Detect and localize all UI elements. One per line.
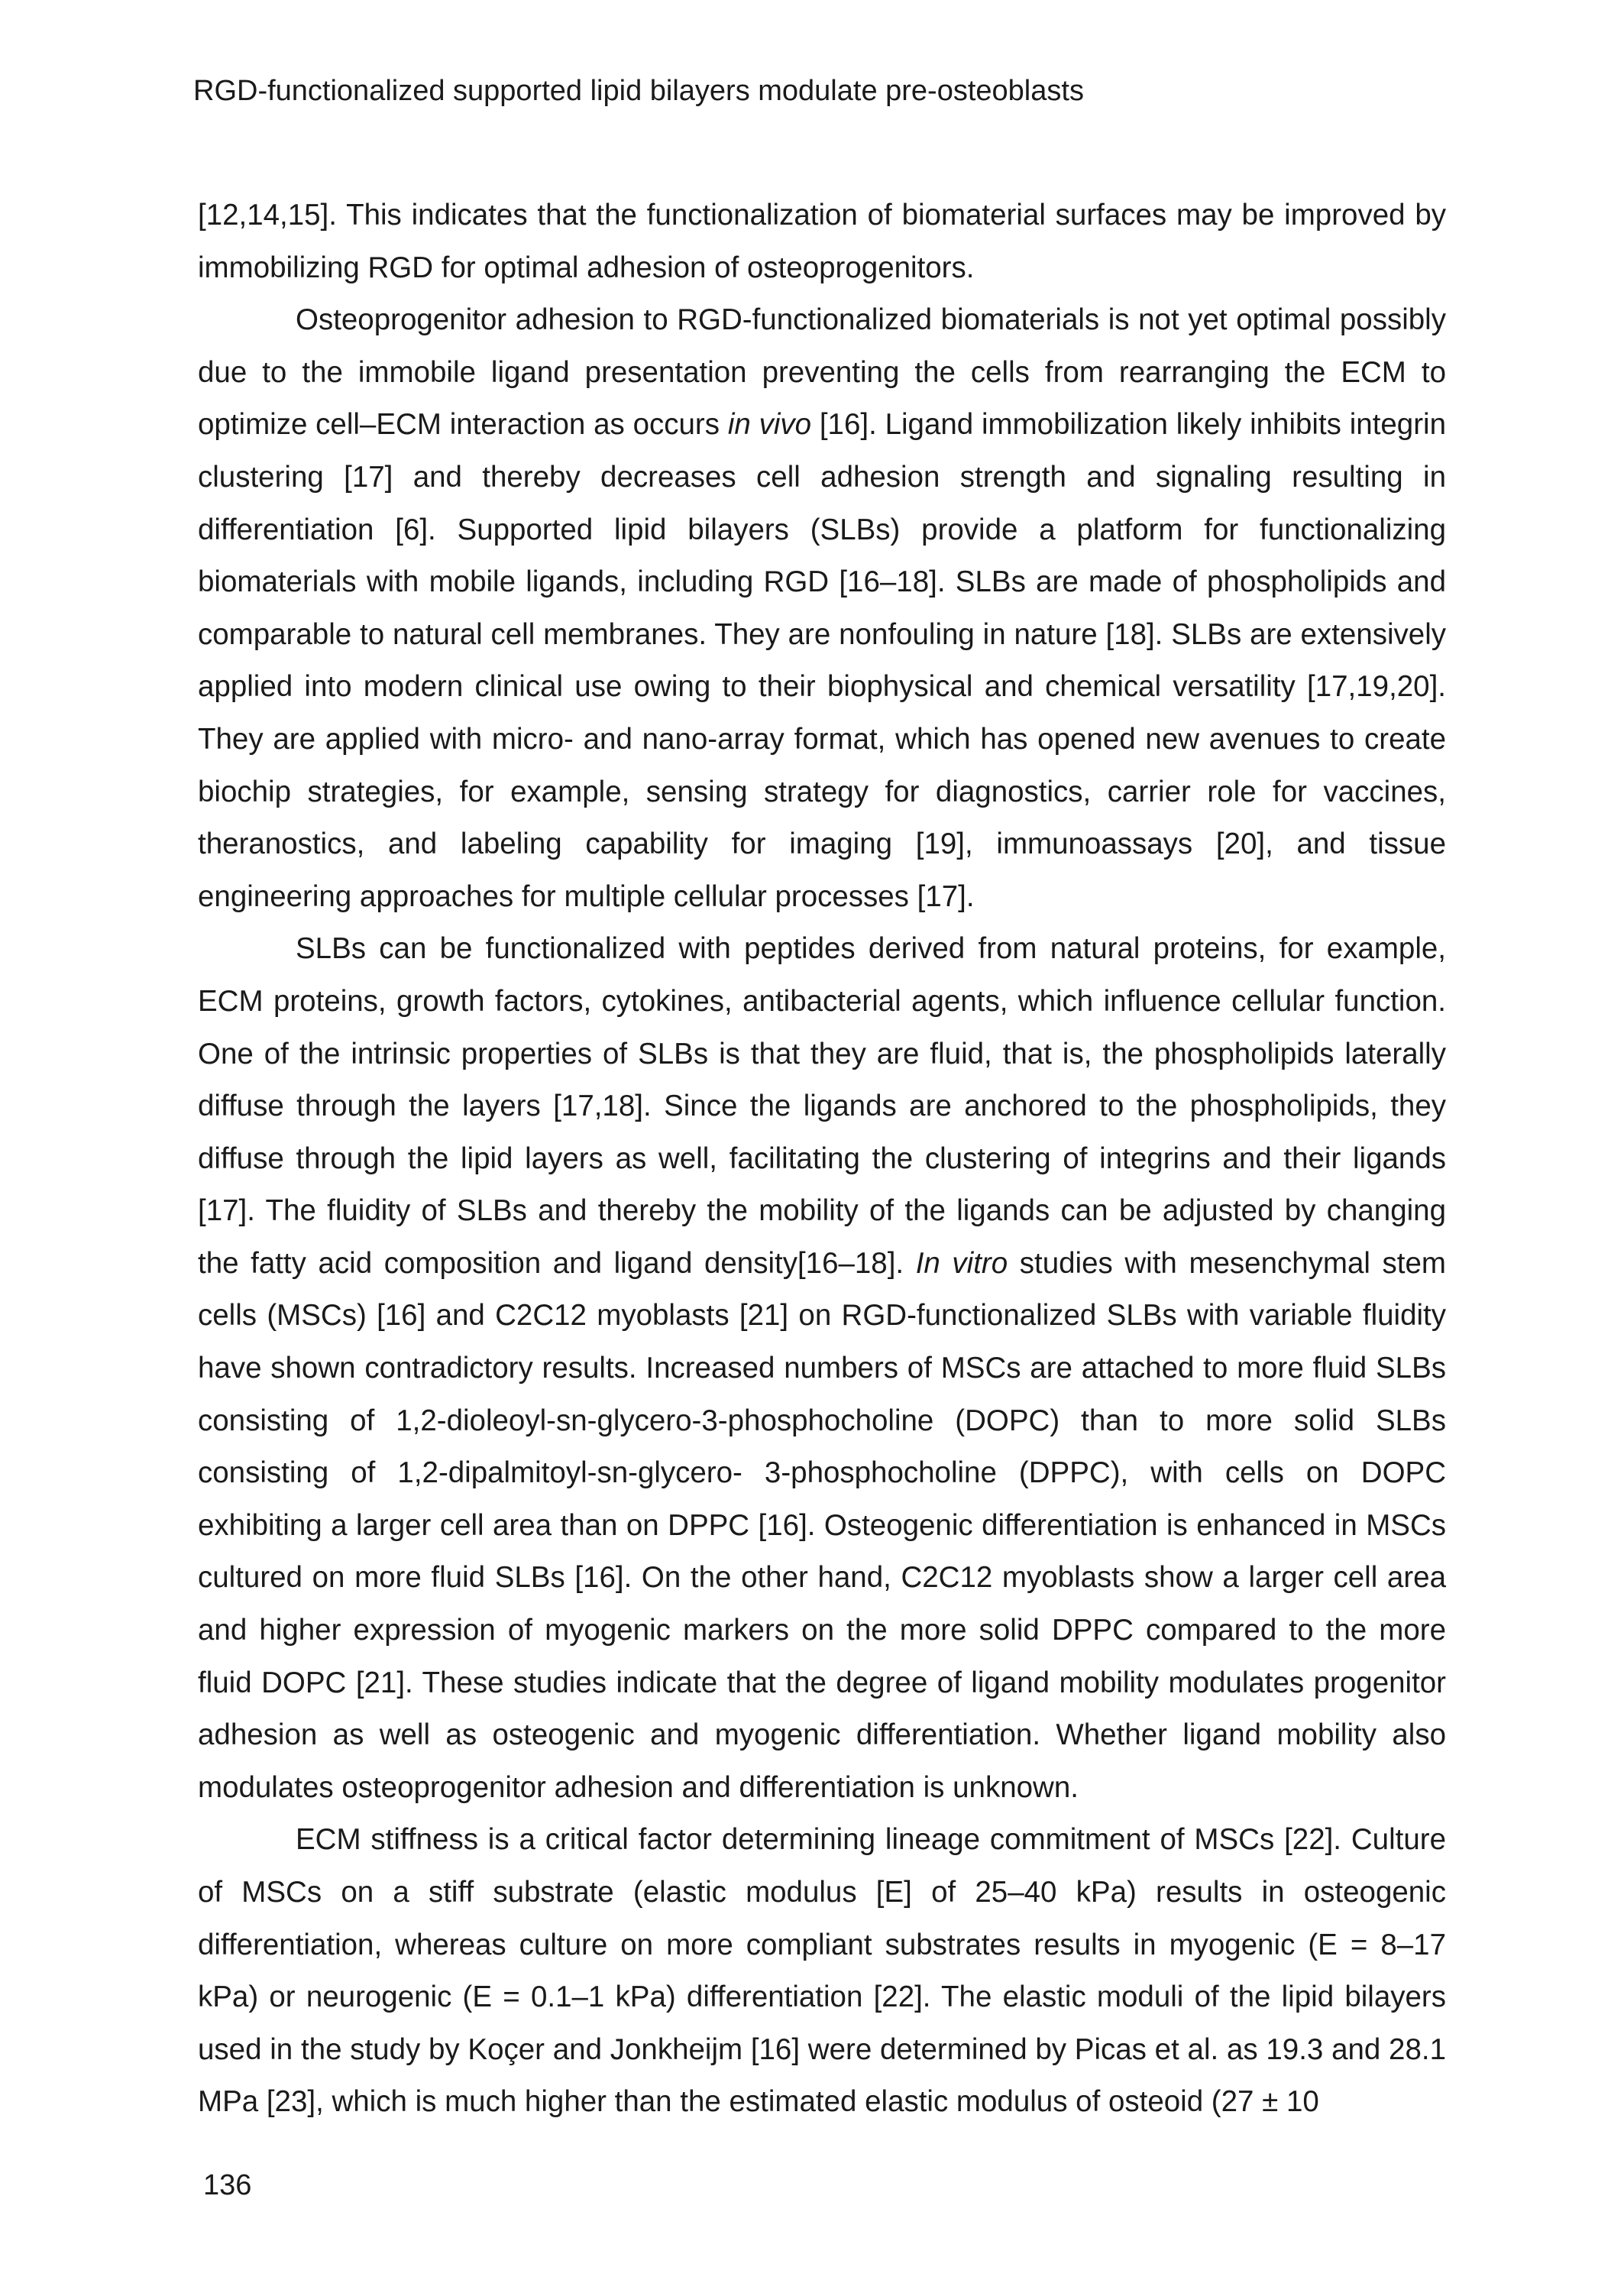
paragraph-3-italic-term: In vitro — [915, 1246, 1008, 1280]
paragraph-2-text-a: Osteoprogenitor adhesion to RGD-functionalized biomaterials is not yet optimal possibly due to the immobile ligand presentation preventing the cells from rearranging the ECM to optimize cell–ECM interaction as occurs — [198, 303, 1446, 442]
paragraph-1 — [198, 189, 1446, 294]
paragraph-3-text-a: SLBs can be functionalized with peptides derived from natural proteins, for example, ECM proteins, growth factors, cytokines, antibacterial agents, which influence cellular function. One of the intrinsic properties of SLBs is that they are fluid, that is, the phospholipids laterally diffuse through the layers [17,18]. Since the ligands are anchored to the phospholipids, they diffuse through the lipid layers as well, facilitating the clustering of integrins and their ligands [17]. The fluidity of SLBs and thereby the mobility of the ligands can be adjusted by changing the fatty acid composition and ligand density[16–18]. — [198, 932, 1446, 1280]
paragraph-4 — [198, 1814, 1446, 2129]
page-number: 136 — [203, 2169, 252, 2201]
paragraph-2 — [198, 294, 1446, 923]
paragraph-4-text: ECM stiffness is a critical factor determining lineage commitment of MSCs [22]. Culture of MSCs on a stiff substrate (elastic modulus [E] of 25–40 kPa) results in osteogenic differentiation, whereas culture on more compliant substrates results in myogenic (E = 8–17 kPa) or neurogenic (E = 0.1–1 kPa) differentiation [22]. The elastic moduli of the lipid bilayers used in the study by Koçer and Jonkheijm [16] were determined by Picas et al. as 19.3 and 28.1 MPa [23], which is much higher than the estimated elastic modulus of osteoid (27 ± 10 — [198, 1823, 1446, 2119]
paragraph-2-text-b: [16]. Ligand immobilization likely inhibits integrin clustering [17] and thereby decreases cell adhesion strength and signaling resulting in differentiation [6]. Supported lipid bilayers (SLBs) provide a platform for functionalizing biomaterials with mobile ligands, including RGD [16–18]. SLBs are made of phospholipids and comparable to natural cell membranes. They are nonfouling in nature [18]. SLBs are extensively applied into modern clinical use owing to their biophysical and chemical versatility [17,19,20]. They are applied with micro- and nano-array format, which has opened new avenues to create biochip strategies, for example, sensing strategy for diagnostics, carrier role for vaccines, theranostics, and labeling capability for imaging [19], immunoassays [20], and tissue engineering approaches for multiple cellular processes [17]. — [198, 408, 1446, 913]
paragraph-2-italic-term: in vivo — [727, 408, 812, 442]
paragraph-1-text: [12,14,15]. This indicates that the functionalization of biomaterial surfaces may be improved by immobilizing RGD for optimal adhesion of osteoprogenitors. — [198, 199, 1446, 284]
paragraph-3 — [198, 923, 1446, 1814]
running-header: RGD-functionalized supported lipid bilayers modulate pre-osteoblasts — [193, 75, 1084, 107]
paragraph-3-text-b: studies with mesenchymal stem cells (MSCs) [16] and C2C12 myoblasts [21] on RGD-functionalized SLBs with variable fluidity have shown contradictory results. Increased numbers of MSCs are attached to more fluid SLBs consisting of 1,2-dioleoyl-sn-glycero-3-phosphocholine (DOPC) than to more solid SLBs consisting of 1,2-dipalmitoyl-sn-glycero- 3-phosphocholine (DPPC), with cells on DOPC exhibiting a larger cell area than on DPPC [16]. Osteogenic differentiation is enhanced in MSCs cultured on more fluid SLBs [16]. On the other hand, C2C12 myoblasts show a larger cell area and higher expression of myogenic markers on the more solid DPPC compared to the more fluid DOPC [21]. These studies indicate that the degree of ligand mobility modulates progenitor adhesion as well as osteogenic and myogenic differentiation. Whether ligand mobility also modulates osteoprogenitor adhesion and differentiation is unknown. — [198, 1246, 1446, 1804]
body-text — [198, 189, 1446, 2129]
